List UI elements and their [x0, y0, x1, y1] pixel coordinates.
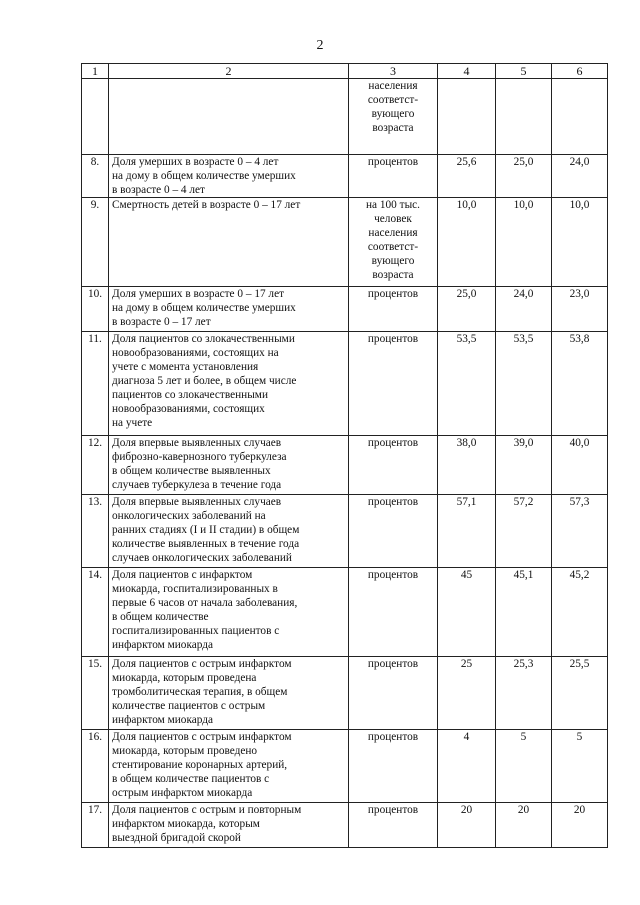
value-col6: 40,0 [552, 436, 608, 495]
row-number [82, 79, 109, 155]
unit-of-measure: процентов [349, 568, 438, 657]
value-col6 [552, 79, 608, 155]
value-col6: 5 [552, 730, 608, 803]
table-row [82, 79, 608, 155]
table-row [82, 198, 608, 287]
indicator-name: Доля пациентов с острым инфарктом миокарда, которым проведена тромболитическая терапия, в общем количестве пациентов с острым инфарктом миокарда [109, 657, 349, 730]
unit-of-measure: населения соответст- вующего возраста [349, 79, 438, 155]
value-col5: 10,0 [496, 198, 552, 287]
row-number: 11. [82, 332, 109, 436]
value-col5: 20 [496, 803, 552, 848]
column-header-1: 1 [82, 64, 109, 79]
indicator-name: Доля пациентов с острым инфарктом миокарда, которым проведено стентирование коронарных артерий, в общем количестве пациентов с острым инфарктом миокарда [109, 730, 349, 803]
value-col6: 53,8 [552, 332, 608, 436]
unit-of-measure: процентов [349, 332, 438, 436]
unit-of-measure: процентов [349, 155, 438, 198]
value-col4: 53,5 [438, 332, 496, 436]
indicator-name: Доля впервые выявленных случаев фиброзно-кавернозного туберкулеза в общем количестве выявленных случаев туберкулеза в течение года [109, 436, 349, 495]
table-row [82, 657, 608, 730]
row-number: 13. [82, 495, 109, 568]
column-header-5: 5 [496, 64, 552, 79]
unit-of-measure: процентов [349, 803, 438, 848]
row-number: 9. [82, 198, 109, 287]
value-col5: 53,5 [496, 332, 552, 436]
indicator-name: Смертность детей в возрасте 0 – 17 лет [109, 198, 349, 287]
indicator-name: Доля умерших в возрасте 0 – 4 лет на дому в общем количестве умерших в возрасте 0 – 4 лет [109, 155, 349, 198]
table-row [82, 568, 608, 657]
indicator-name: Доля пациентов с инфарктом миокарда, госпитализированных в первые 6 часов от начала заболевания, в общем количестве госпитализированных пациентов с инфарктом миокарда [109, 568, 349, 657]
value-col4: 25 [438, 657, 496, 730]
table-header-row [82, 64, 608, 79]
table-row [82, 332, 608, 436]
value-col4: 57,1 [438, 495, 496, 568]
indicator-name: Доля умерших в возрасте 0 – 17 лет на дому в общем количестве умерших в возрасте 0 – 17 лет [109, 287, 349, 332]
value-col6: 45,2 [552, 568, 608, 657]
unit-of-measure: на 100 тыс. человек населения соответст- вующего возраста [349, 198, 438, 287]
value-col4: 25,6 [438, 155, 496, 198]
value-col6: 57,3 [552, 495, 608, 568]
table-row [82, 730, 608, 803]
row-number: 8. [82, 155, 109, 198]
value-col6: 23,0 [552, 287, 608, 332]
unit-of-measure: процентов [349, 436, 438, 495]
column-header-6: 6 [552, 64, 608, 79]
row-number: 15. [82, 657, 109, 730]
value-col5: 45,1 [496, 568, 552, 657]
indicators-table [81, 63, 608, 848]
value-col6: 25,5 [552, 657, 608, 730]
row-number: 10. [82, 287, 109, 332]
value-col6: 10,0 [552, 198, 608, 287]
value-col5: 5 [496, 730, 552, 803]
value-col5: 25,3 [496, 657, 552, 730]
value-col5 [496, 79, 552, 155]
value-col6: 24,0 [552, 155, 608, 198]
row-number: 12. [82, 436, 109, 495]
value-col5: 25,0 [496, 155, 552, 198]
unit-of-measure: процентов [349, 657, 438, 730]
row-number: 17. [82, 803, 109, 848]
indicator-name: Доля пациентов со злокачественными новообразованиями, состоящих на учете с момента установления диагноза 5 лет и более, в общем числе пациентов со злокачественными новообразованиями, состоящих на учете [109, 332, 349, 436]
value-col5: 24,0 [496, 287, 552, 332]
unit-of-measure: процентов [349, 287, 438, 332]
value-col4 [438, 79, 496, 155]
page-number: 2 [316, 38, 324, 53]
value-col4: 10,0 [438, 198, 496, 287]
value-col5: 39,0 [496, 436, 552, 495]
indicator-name [109, 79, 349, 155]
unit-of-measure: процентов [349, 495, 438, 568]
value-col6: 20 [552, 803, 608, 848]
column-header-2: 2 [109, 64, 349, 79]
column-header-4: 4 [438, 64, 496, 79]
row-number: 16. [82, 730, 109, 803]
column-header-3: 3 [349, 64, 438, 79]
value-col4: 25,0 [438, 287, 496, 332]
unit-of-measure: процентов [349, 730, 438, 803]
value-col4: 4 [438, 730, 496, 803]
table-row [82, 803, 608, 848]
value-col4: 38,0 [438, 436, 496, 495]
table-row [82, 436, 608, 495]
value-col4: 45 [438, 568, 496, 657]
table-row [82, 155, 608, 198]
indicator-name: Доля пациентов с острым и повторным инфарктом миокарда, которым выездной бригадой скорой [109, 803, 349, 848]
table-row [82, 287, 608, 332]
row-number: 14. [82, 568, 109, 657]
value-col4: 20 [438, 803, 496, 848]
indicator-name: Доля впервые выявленных случаев онкологических заболеваний на ранних стадиях (I и II стадии) в общем количестве выявленных в течение года случаев онкологических заболеваний [109, 495, 349, 568]
value-col5: 57,2 [496, 495, 552, 568]
table-row [82, 495, 608, 568]
